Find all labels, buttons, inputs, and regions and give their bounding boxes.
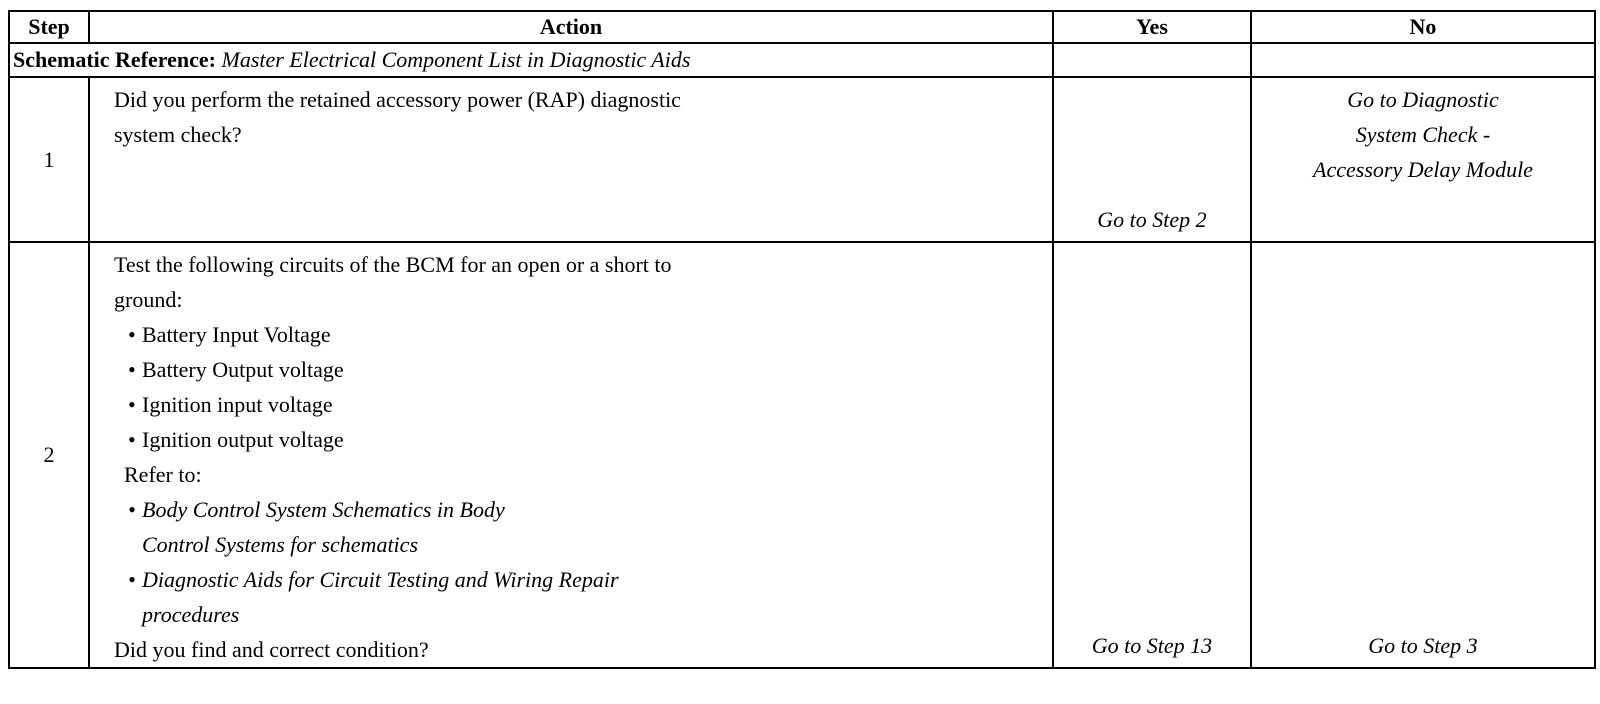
step-action: [89, 77, 1053, 242]
schematic-reference-row: [9, 43, 1595, 77]
reference-line: • Body Control System Schematics in Body: [142, 497, 505, 522]
no-link-line: Accessory Delay Module: [1313, 157, 1533, 182]
reference-link[interactable]: [114, 492, 1044, 562]
list-item: • Ignition input voltage: [114, 387, 1044, 422]
step-yes-link[interactable]: Go to Step 2: [1053, 77, 1251, 242]
refer-to-label: Refer to:: [124, 462, 202, 487]
reference-link[interactable]: [114, 562, 1044, 632]
header-step: Step: [9, 11, 89, 43]
schematic-reference-cell: [9, 43, 1053, 77]
schematic-reference-label: Schematic Reference:: [13, 47, 216, 72]
header-no: No: [1251, 11, 1595, 43]
no-link-line: System Check -: [1355, 122, 1491, 147]
table-row: [9, 242, 1595, 668]
header-yes: Yes: [1053, 11, 1251, 43]
list-item: • Ignition output voltage: [114, 422, 1044, 457]
schematic-reference-no-empty: [1251, 43, 1595, 77]
step-no-link[interactable]: [1251, 77, 1595, 242]
diagnostic-table: [8, 10, 1596, 669]
action-question: Did you find and correct condition?: [114, 637, 429, 662]
table-row: [9, 77, 1595, 242]
reference-list: [114, 492, 1044, 632]
schematic-reference-value: Master Electrical Component List in Diagnostic Aids: [221, 47, 691, 72]
list-item: • Battery Input Voltage: [114, 317, 1044, 352]
action-text: ground:: [114, 287, 183, 312]
action-text: system check?: [114, 122, 242, 147]
reference-line: • Diagnostic Aids for Circuit Testing and Wiring Repair: [142, 567, 619, 592]
action-text: Test the following circuits of the BCM for an open or a short to: [114, 252, 672, 277]
reference-line: Control Systems for schematics: [142, 532, 418, 557]
schematic-reference-yes-empty: [1053, 43, 1251, 77]
no-link-line: Go to Diagnostic: [1347, 87, 1499, 112]
step-yes-link[interactable]: Go to Step 13: [1053, 242, 1251, 668]
header-row: [9, 11, 1595, 43]
header-action: Action: [89, 11, 1053, 43]
action-text: Did you perform the retained accessory power (RAP) diagnostic: [114, 87, 681, 112]
circuit-list: [114, 317, 1044, 457]
step-number: 2: [9, 242, 89, 668]
step-number: 1: [9, 77, 89, 242]
reference-line: procedures: [142, 602, 240, 627]
list-item: • Battery Output voltage: [114, 352, 1044, 387]
step-no-link[interactable]: Go to Step 3: [1251, 242, 1595, 668]
step-action: [89, 242, 1053, 668]
